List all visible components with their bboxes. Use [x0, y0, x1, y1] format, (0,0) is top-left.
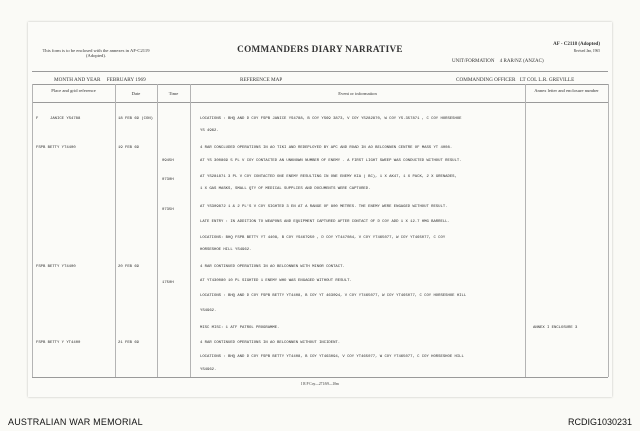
- entry-place: FSPB BETTY YT4400: [36, 265, 76, 269]
- reference-map-label: REFERENCE MAP: [240, 77, 283, 83]
- column-divider: [525, 84, 526, 377]
- rule-line: [32, 377, 608, 378]
- entry-annex: ANNEX I ENCLOSURE 3: [533, 326, 578, 330]
- entry-text: LOCATIONS : BHQ AND D COY FSPB BETTY YT4408, B COY YT463094, V COY YT465077, W COY YT465077, C COY HORSESHOE HILL: [200, 355, 464, 359]
- rule-line: [32, 84, 608, 85]
- entry-text: AT YT430080 10 PL SIGHTED 1 ENEMY WHO WAS ENGAGED WITHOUT RESULT.: [200, 279, 352, 283]
- entry-text: MISC MISC: 1 ATF PATROL PROGRAMME.: [200, 326, 280, 330]
- entry-time: 0730H: [162, 178, 174, 182]
- entry-text: LOCATIONS : BHQ AND D COY FSPB JANICE YS4788, B COY YS69 3873, V COY YS282870, W COY YS.357871 , C COY HORSESHOE: [200, 117, 462, 121]
- entry-text: AT YS281871 3 PL V COY CONTACTED ONE ENEMY RESULTING IN ONE ENEMY KIA ( BC), 1 X AK47, 1 X PACK, 2 X GRENADES,: [200, 175, 457, 179]
- entry-text: AT YS 300869 5 PL V COY CONTACTED AN UNKNOWN NUMBER OF ENEMY . A FIRST LIGHT SWEEP WAS CONDUCTED WITHOUT RESULT.: [200, 159, 462, 163]
- archive-id: RCDIG1030231: [567, 417, 632, 427]
- column-divider: [157, 84, 158, 377]
- unit-formation: [452, 59, 544, 64]
- rule-line: [32, 102, 608, 103]
- entry-time: 0735H: [162, 208, 174, 212]
- page-title: COMMANDERS DIARY NARRATIVE: [237, 44, 403, 54]
- month-value: FEBRUARY 1969: [106, 77, 146, 83]
- archive-name: AUSTRALIAN WAR MEMORIAL: [8, 417, 143, 427]
- entry-date: 20 FEB 69: [118, 265, 140, 269]
- entry-text: HORSESHOE HILL YS4962.: [200, 248, 252, 252]
- entry-text: LATE ENTRY : IN ADDITION TO WEAPONS AND EQUIPMENT CAPTURED AFTER CONTACT OF D COY ADD 1 X 12.7 HMG BARRELL.: [200, 220, 450, 224]
- officer-value: LT COL L.R. GREVILLE: [519, 77, 575, 83]
- entry-place: F: [36, 117, 39, 121]
- month-year: [54, 77, 146, 83]
- month-label: MONTH AND YEAR: [54, 77, 101, 83]
- entry-date: 19 FEB 69: [118, 146, 140, 150]
- rule-line: [32, 71, 608, 72]
- entry-text: AT YS309872 1 & 2 PL'S V COY SIGHTED 3 EN AT A RANGE OF 800 METRES. THE ENEMY WERE ENGAGED WITHOUT RESULT.: [200, 205, 448, 209]
- entry-text: 4 RAR CONTINUED OPERATIONS IN AO BELCONNEN WITH MINOR CONTACT.: [200, 265, 345, 269]
- unit-label: UNIT/FORMATION: [452, 59, 495, 64]
- form-number: AF - C2118 (Adopted): [553, 42, 600, 47]
- column-divider: [115, 84, 116, 377]
- entry-grid: JANICE YS4788: [50, 117, 81, 121]
- column-header-time: Time: [168, 91, 179, 96]
- entry-text: 4 RAR CONCLUDED OPERATIONS IN AO TIKI AND REDEPLOYED BY APC AND ROAD IN AO BELCONNEN CENTRE OF MASS YT 4008.: [200, 146, 453, 150]
- column-header-event: Event or information: [338, 91, 377, 96]
- column-divider: [32, 84, 33, 377]
- column-header-date: Date: [131, 91, 141, 96]
- form-note: This form is to be enclosed with the annexes in AF-C2119 (Adopted).: [42, 48, 150, 59]
- entry-place: FSPB BETTY YT4400: [36, 146, 76, 150]
- officer-label: COMMANDING OFFICER: [456, 77, 516, 83]
- entry-text: LOCATIONS: BHQ FSPB BETTY YT 4408, B COY YS467950 , D COY YT447084, V COY YT465077, W COY YT465077, C COY: [200, 236, 446, 240]
- entry-date: 18 FEB 69 (CON): [118, 117, 154, 121]
- column-divider: [190, 84, 191, 377]
- diary-sheet: [28, 22, 612, 397]
- unit-value: 4 RAR/NZ (ANZAC): [499, 59, 544, 64]
- commanding-officer: [456, 77, 574, 83]
- column-divider: [608, 84, 609, 377]
- entry-date: 21 FEB 69: [118, 341, 140, 345]
- entry-time: 1750H: [162, 281, 174, 285]
- entry-text: YS4962.: [200, 368, 217, 372]
- entry-text: YS4962.: [200, 309, 217, 313]
- column-header-place: Place and grid reference: [51, 88, 96, 93]
- entry-time: 0945H: [162, 159, 174, 163]
- column-header-annex: Annex letter and enclosure number: [534, 88, 599, 93]
- revised-date: Revised Jan, 1965: [573, 49, 600, 53]
- entry-text: YS 4962.: [200, 129, 219, 133]
- entry-text: 4 RAR CONTINUED OPERATIONS IN AO BELCONNEN WITHOUT INCIDENT.: [200, 341, 341, 345]
- entry-text: LOCATIONS : BHQ AND D COY FSPB BETTY YT4408, B COY YT 463094, V COY YT465077, W COY YT465077, C COY HORSESHOE HILL: [200, 294, 467, 298]
- entry-text: 1 X GAS MASKS, SMALL QTY OF MEDICAL SUPPLIES AND DOCUMENTS WERE CAPTURED.: [200, 187, 371, 191]
- entry-place: FSPB BETTY Y YT4400: [36, 341, 81, 345]
- printer-line: I R P Coy—271/69—10m: [301, 382, 339, 386]
